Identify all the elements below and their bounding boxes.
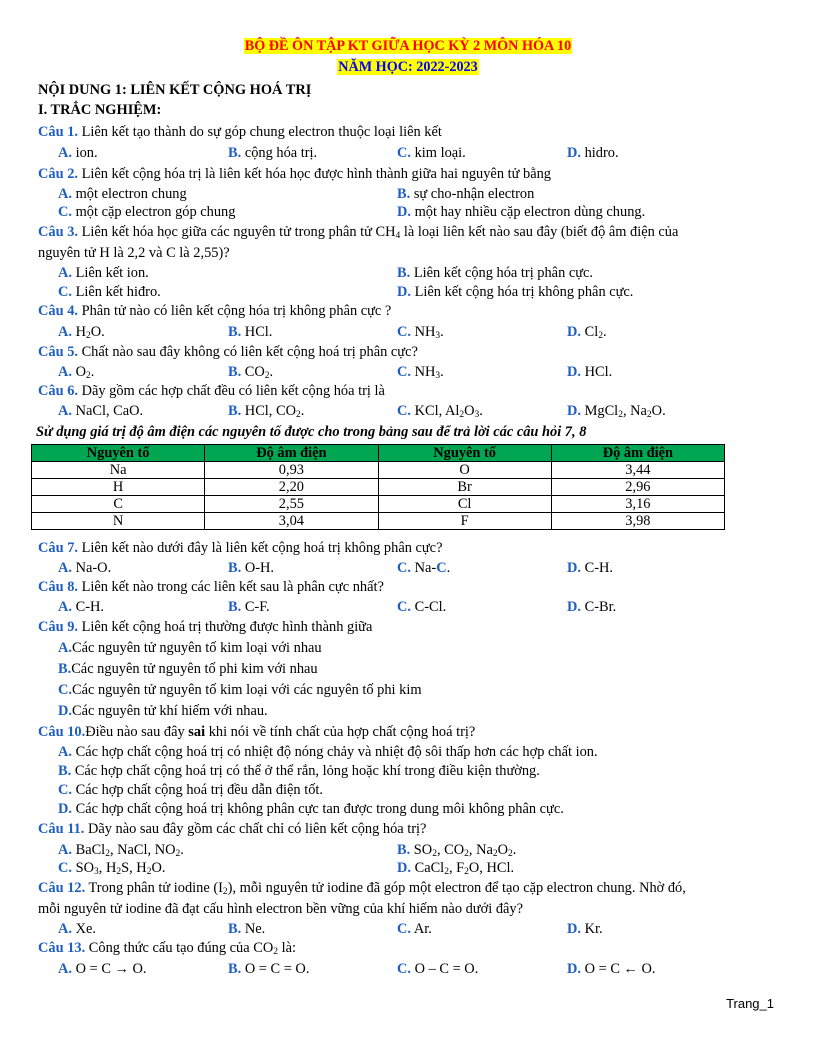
question-text: Công thức cấu tạo đúng của CO [85,940,274,956]
question-text: Chất nào sau đây không có liên kết cộng hoá trị phân cực? [77,344,418,360]
option-letter: C. [397,921,411,937]
option-text: . [446,560,451,576]
option-letter: D. [567,560,581,576]
q2-option-c [58,204,235,221]
option-text: Ar. [413,921,432,937]
title-text: BỘ ĐỀ ÔN TẬP KT GIỮA HỌC KỲ 2 MÔN HÓA 10 [244,38,572,54]
option-letter: C. [397,145,411,161]
option-letter: B. [228,599,242,615]
q3-option-a [58,265,149,282]
q2-option-d [397,204,645,221]
q5-option-a: A. $O_2$. [58,364,95,381]
question-7 [38,540,778,557]
option-text: C-F. [244,599,270,615]
q4-option-a: A. $H_2O$. [58,324,105,341]
option-letter: D. [567,145,581,161]
option-letter: A. [58,961,72,977]
q4-option-b: B. HCl. [228,324,273,340]
question-text: là: [277,940,296,956]
question-3 [38,224,778,241]
option-letter: A. [58,186,72,202]
option-letter: D. [567,599,581,615]
question-number: Câu 6. [38,383,78,399]
q7-option-b [228,560,274,577]
question-4 [38,303,778,320]
option-letter: D. [567,961,581,977]
q13-option-c [397,961,478,978]
option-letter: B. [228,921,242,937]
table-cell: 0,93 [205,462,378,479]
option-text: C-H. [584,560,613,576]
option-letter: A. [58,640,72,656]
q9-option-b [58,661,318,678]
q4-option-c: C. $NH_3$. [397,324,444,341]
q10-option-b [58,763,540,780]
option-text: O-H. [244,560,274,576]
table-cell: 3,44 [551,462,724,479]
table-row [32,496,725,513]
q13-option-b [228,961,309,978]
question-number: Câu 5. [38,344,78,360]
option-text: C-H. [75,599,104,615]
q6-option-d: D. MgCl$_2$, $Na_2O$. [567,403,666,420]
table-instruction: Sử dụng giá trị độ âm điện các nguyên tố được cho trong bảng sau để trả lời các câu hỏi 7, 8 [36,424,587,440]
question-10 [38,724,778,741]
question-text: Liên kết cộng hóa trị là liên kết hóa học được hình thành giữa hai nguyên tử bằng [77,166,551,182]
option-text: Các nguyên tử khí hiếm với nhau. [72,703,268,719]
option-letter: B. [397,186,411,202]
question-text: Điều nào sau đây [85,724,189,740]
option-text: O = C → O. [75,961,147,977]
option-text: Các nguyên tử nguyên tố phi kim với nhau [71,661,318,677]
option-text: Ne. [244,921,266,937]
option-letter: B. [228,560,242,576]
q1-option-b [228,145,317,162]
electronegativity-table [31,444,725,530]
question-5 [38,344,778,361]
q7-option-d [567,560,613,577]
option-text: Các hợp chất cộng hoá trị có thể ở thể rắn, lỏng hoặc khí trong điều kiện thường. [74,763,540,779]
q1-option-d [567,145,619,162]
document-title [0,38,816,55]
question-3-cont: nguyên tử H là 2,2 và C là 2,55)? [38,245,230,261]
option-letter: A. [58,921,72,937]
q5-option-b: B. $CO_2$. [228,364,274,381]
question-text: Liên kết nào trong các liên kết sau là phân cực nhất? [77,579,384,595]
option-text: Na- [414,560,437,576]
emphasis-text: sai [188,724,206,740]
q7-option-a [58,560,111,577]
question-12-cont: mỗi nguyên tử iodine đã đạt cấu hình electron bền vững của khí hiếm nào dưới đây? [38,901,523,917]
table-header: Độ âm điện [551,445,724,462]
question-text: Dãy gồm các hợp chất đều có liên kết cộng hóa trị là [77,383,385,399]
option-text: Các hợp chất cộng hoá trị có nhiệt độ nóng chảy và nhiệt độ sôi thấp hơn các hợp chất ion. [75,744,598,760]
option-text: ion. [75,145,98,161]
q5-option-c: C. $NH_3$. [397,364,444,381]
table-header: Nguyên tố [378,445,551,462]
q3-option-c [58,284,161,301]
table-header: Độ âm điện [205,445,378,462]
q5-option-d: D. HCl. [567,364,613,380]
question-number: Câu 9. [38,619,78,635]
question-9 [38,619,778,636]
q10-option-c [58,782,323,799]
option-text: Liên kết cộng hóa trị phân cực. [413,265,594,281]
option-text: kim loại. [414,145,466,161]
q6-option-a: A. NaCl, CaO. [58,403,144,419]
question-text: Liên kết tạo thành do sự góp chung electron thuộc loại liên kết [77,124,442,140]
option-letter: D. [58,801,72,817]
q12-option-a [58,921,96,938]
question-text: là loại liên kết nào sau đây (biết độ âm điện của [400,224,679,240]
subscript: 2 [273,947,278,957]
option-text: O – C = O. [414,961,479,977]
option-text: Các hợp chất cộng hoá trị không phân cực tan được trong dung môi không phân cực. [75,801,564,817]
option-letter: D. [397,284,411,300]
table-cell: Na [32,462,205,479]
q9-option-c [58,682,422,699]
question-text: Liên kết cộng hoá trị thường được hình thành giữa [77,619,373,635]
table-cell: H [32,479,205,496]
table-cell: 3,04 [205,513,378,530]
q6-option-b: B. HCl, $CO_2$. [228,403,305,420]
q4-option-d: D. $Cl_2$. [567,324,607,341]
option-text: Na-O. [75,560,112,576]
q8-option-a [58,599,104,616]
option-letter: B. [58,763,72,779]
question-13 [38,940,778,957]
page-number: Trang_1 [726,996,774,1011]
question-8 [38,579,778,596]
option-letter: D. [397,204,411,220]
q8-option-c [397,599,446,616]
school-year [0,59,816,76]
q1-option-c [397,145,466,162]
q13-option-a [58,961,147,978]
question-number: Câu 11. [38,821,85,837]
table-cell: 3,16 [551,496,724,513]
option-letter: D. [58,703,72,719]
q6-option-c: C. KCl, $Al_2O_3$. [397,403,483,420]
question-11 [38,821,778,838]
q10-option-d [58,801,564,818]
q9-option-a [58,640,322,657]
q3-option-d [397,284,633,301]
question-text: khi nói về tính chất của hợp chất cộng hoá trị? [205,724,476,740]
table-header-row [32,445,725,462]
option-letter: A. [58,560,72,576]
question-number: Câu 10. [38,724,86,740]
table-cell: O [378,462,551,479]
q11-option-d: D. CaCl$_2$, $F_2O$, HCl. [397,860,515,877]
option-letter: B. [58,661,72,677]
q8-option-d [567,599,616,616]
option-letter: A. [58,265,72,281]
option-letter: C. [397,961,411,977]
option-text: Liên kết cộng hóa trị không phân cực. [414,284,634,300]
table-cell: F [378,513,551,530]
question-number: Câu 2. [38,166,78,182]
option-text: C-Br. [584,599,617,615]
q11-option-c: C. $SO_3$, $H_2S$, $H_2O$. [58,860,166,877]
q3-option-b [397,265,593,282]
q1-option-a [58,145,98,162]
question-text: Phân tử nào có liên kết cộng hóa trị không phân cực ? [77,303,392,319]
question-text: ), mỗi nguyên tử iodine đã góp một electron để tạo cặp electron chung. Nhờ đó, [227,880,686,896]
option-text: một electron chung [75,186,187,202]
subscript: 4 [395,231,401,241]
option-text: Liên kết ion. [75,265,149,281]
question-number: Câu 3. [38,224,78,240]
table-row [32,513,725,530]
question-12 [38,880,778,897]
option-text: Các nguyên tử nguyên tố kim loại với các nguyên tố phi kim [72,682,422,698]
option-text: sự cho-nhận electron [413,186,535,202]
q12-option-d [567,921,603,938]
question-6 [38,383,778,400]
option-letter: B. [397,265,411,281]
table-cell: Cl [378,496,551,513]
question-number: Câu 13. [38,940,86,956]
option-letter: D. [567,921,581,937]
q12-option-c [397,921,432,938]
option-letter: C. [58,782,72,798]
table-cell: 2,55 [205,496,378,513]
table-row [32,462,725,479]
option-text: một cặp electron góp chung [75,204,236,220]
q11-option-a: A. BaCl$_2$, NaCl, $NO_2$. [58,842,184,859]
question-number: Câu 1. [38,124,78,140]
q2-option-a [58,186,187,203]
subscript: 2 [222,887,228,897]
option-text: C-Cl. [414,599,447,615]
question-number: Câu 8. [38,579,78,595]
option-text: Liên kết hiđro. [75,284,161,300]
q11-option-b: B. $SO_2$, $CO_2$, $Na_2O_2$. [397,842,517,859]
table-cell: N [32,513,205,530]
option-text: một hay nhiều cặp electron dùng chung. [414,204,646,220]
table-cell: 3,98 [551,513,724,530]
option-text: O = C ← O. [584,961,656,977]
option-text: hidro. [584,145,619,161]
option-text: Kr. [584,921,603,937]
q13-option-d [567,961,656,978]
table-cell: 2,96 [551,479,724,496]
table-cell: 2,20 [205,479,378,496]
q7-option-c [397,560,450,577]
option-text: Các nguyên tử nguyên tố kim loại với nhau [72,640,322,656]
table-cell: C [32,496,205,513]
option-text: Xe. [75,921,96,937]
table-cell: Br [378,479,551,496]
q9-option-d [58,703,268,720]
question-text: Liên kết hóa học giữa các nguyên tử trong phân tử CH [77,224,396,240]
option-letter: C. [58,204,72,220]
option-text: cộng hóa trị. [244,145,318,161]
section-title: NỘI DUNG 1: LIÊN KẾT CỘNG HOÁ TRỊ [38,82,312,98]
q12-option-b [228,921,265,938]
option-letter: C. [397,599,411,615]
question-number: Câu 4. [38,303,78,319]
question-text: Trong phân tử iodine (I [85,880,223,896]
option-letter: C. [397,560,411,576]
option-text-highlight: C [436,560,447,576]
question-2 [38,166,778,183]
option-letter: B. [228,961,242,977]
option-text: O = C = O. [244,961,310,977]
table-header: Nguyên tố [32,445,205,462]
option-letter: A. [58,599,72,615]
q2-option-b [397,186,534,203]
question-text: Dãy nào sau đây gồm các chất chỉ có liên kết cộng hóa trị? [84,821,427,837]
section-subtitle: I. TRẮC NGHIỆM: [38,102,162,118]
option-letter: C. [58,682,72,698]
option-letter: B. [228,145,242,161]
question-number: Câu 12. [38,880,86,896]
option-letter: C. [58,284,72,300]
year-text: NĂM HỌC: 2022-2023 [338,59,478,75]
option-letter: A. [58,744,72,760]
question-number: Câu 7. [38,540,78,556]
q10-option-a [58,744,598,761]
option-letter: A. [58,145,72,161]
q8-option-b [228,599,270,616]
table-row [32,479,725,496]
question-text: Liên kết nào dưới đây là liên kết cộng hoá trị không phân cực? [77,540,443,556]
option-text: Các hợp chất cộng hoá trị đều dẫn điện tốt. [75,782,323,798]
question-1 [38,124,778,141]
